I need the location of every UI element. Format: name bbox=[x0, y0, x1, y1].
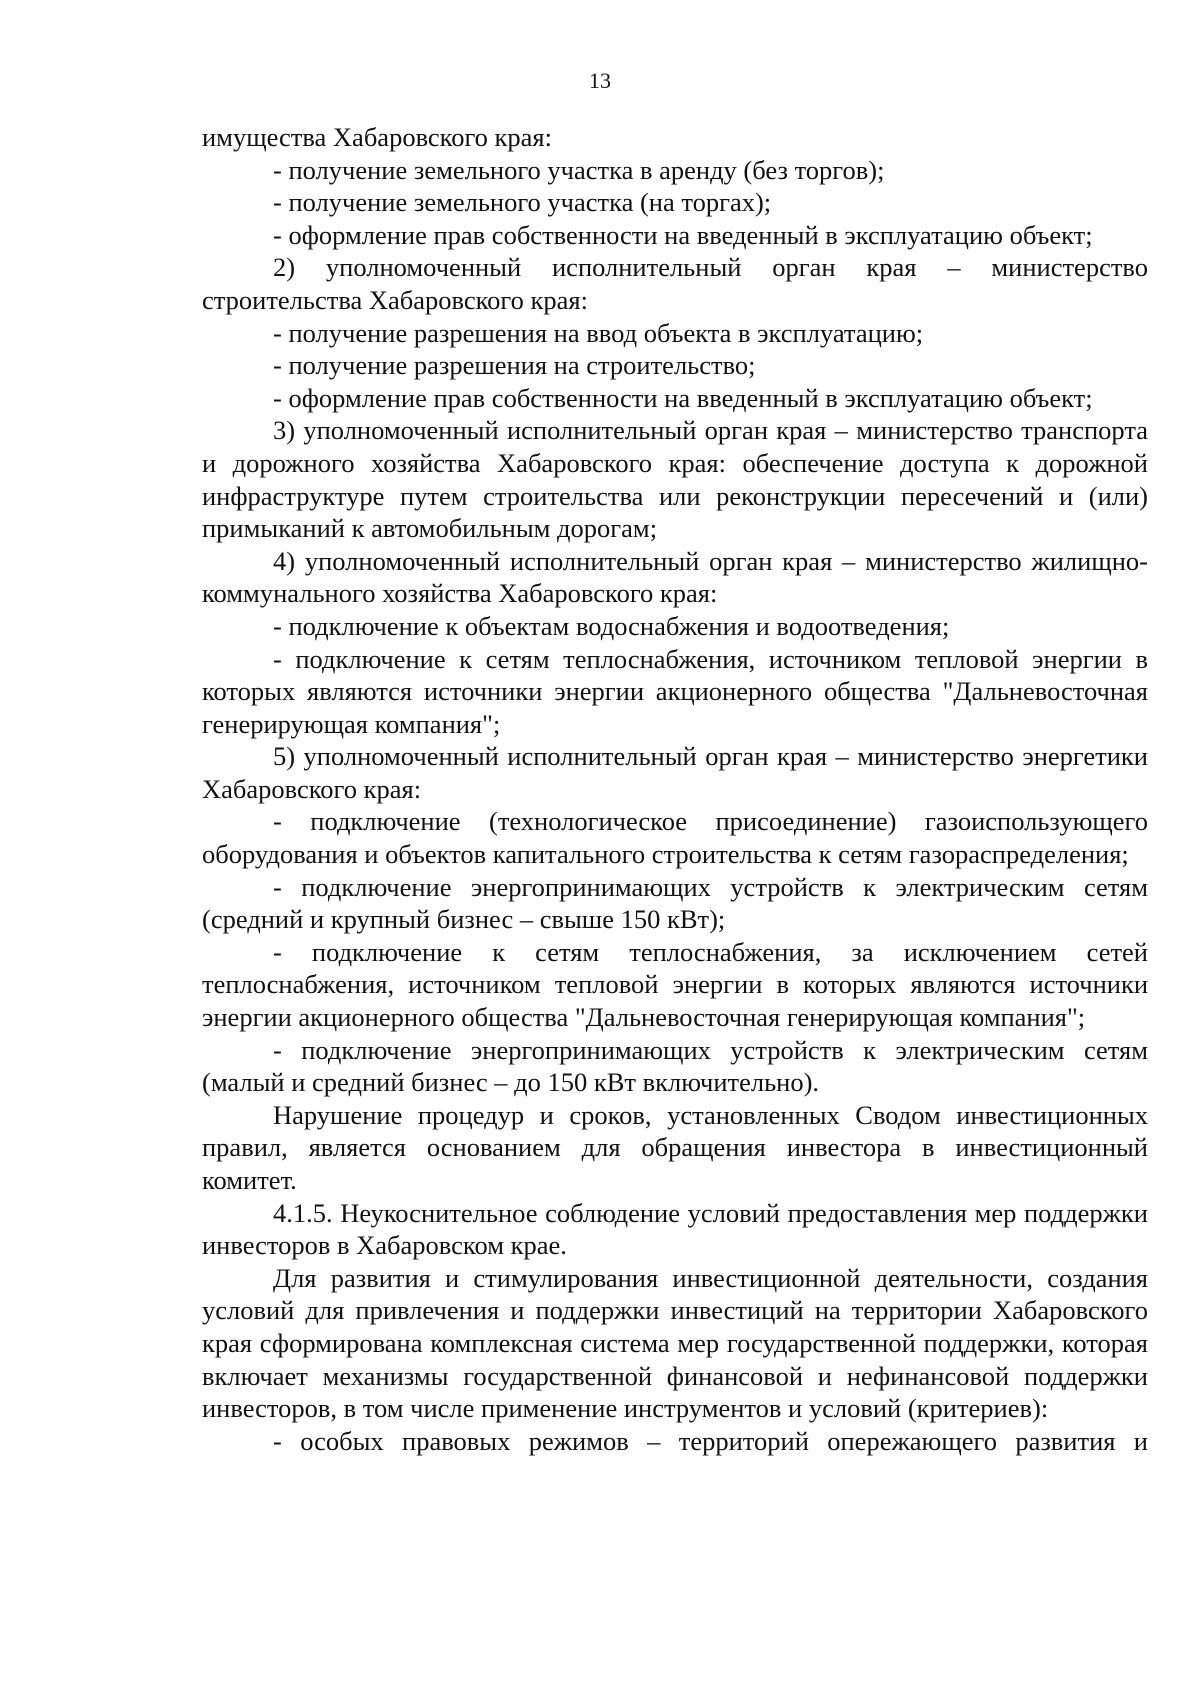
paragraph-6: - получение разрешения на ввод объекта в эксплуатацию; bbox=[273, 317, 924, 348]
paragraph-21: - особых правовых режимов – территорий опережающего развития и bbox=[273, 1425, 1148, 1456]
paragraph-9: 3) уполномоченный исполнительный орган края – министерство транспорта и дорожного хозяйства Хабаровского края: обеспечение доступа к дорожной инфраструктуре путем строительства или реконструкции пересечений и (или) примыканий к автомобильным дорогам; bbox=[202, 415, 1148, 544]
paragraph-5: 2) уполномоченный исполнительный орган края – министерство строительства Хабаровского края: bbox=[202, 252, 1148, 315]
paragraph-7: - получение разрешения на строительство; bbox=[273, 350, 756, 381]
paragraph-19: 4.1.5. Неукоснительное соблюдение условий предоставления мер поддержки инвесторов в Хабаровском крае. bbox=[202, 1197, 1148, 1261]
paragraph-17: - подключение энергопринимающих устройств к электрическим сетям (малый и средний бизнес – до 150 кВт включительно). bbox=[202, 1034, 1148, 1098]
paragraph-15: - подключение энергопринимающих устройств к электрическим сетям (средний и крупный бизнес – свыше 150 кВт); bbox=[202, 871, 1148, 935]
paragraph-18: Нарушение процедур и сроков, установленных Сводом инвестиционных правил, является основанием для обращения инвестора в инвестиционный комитет. bbox=[202, 1099, 1148, 1195]
paragraph-11: - подключение к объектам водоснабжения и водоотведения; bbox=[273, 610, 950, 641]
paragraph-12: - подключение к сетям теплоснабжения, источником тепловой энергии в которых являются источники энергии акционерного общества "Дальневосточная генерирующая компания"; bbox=[202, 643, 1148, 739]
paragraph-20: Для развития и стимулирования инвестиционной деятельности, создания условий для привлечения и поддержки инвестиций на территории Хабаровского края сформирована комплексная система мер государственной поддержки, которая включает механизмы государственной финансовой и нефинансовой поддержки инвесторов, в том числе применение инструментов и условий (критериев): bbox=[202, 1262, 1148, 1424]
paragraph-1: имущества Хабаровского края: bbox=[202, 122, 552, 152]
paragraph-8: - оформление прав собственности на введенный в эксплуатацию объект; bbox=[273, 382, 1093, 413]
paragraph-3: - получение земельного участка (на торгах); bbox=[273, 187, 772, 218]
paragraph-13: 5) уполномоченный исполнительный орган края – министерство энергетики Хабаровского края: bbox=[202, 741, 1148, 804]
paragraph-4: - оформление прав собственности на введенный в эксплуатацию объект; bbox=[273, 219, 1093, 250]
paragraph-16: - подключение к сетям теплоснабжения, за исключением сетей теплоснабжения, источником тепловой энергии в которых являются источники энергии акционерного общества "Дальневосточная генерирующая компания"; bbox=[202, 936, 1148, 1033]
paragraph-14: - подключение (технологическое присоединение) газоиспользующего оборудования и объектов капитального строительства к сетям газораспределения; bbox=[202, 806, 1148, 870]
paragraph-2: - получение земельного участка в аренду (без торгов); bbox=[273, 154, 885, 185]
document-body bbox=[202, 121, 1148, 1457]
page-number: 13 bbox=[589, 68, 611, 93]
paragraph-10: 4) уполномоченный исполнительный орган края – министерство жилищно-коммунального хозяйства Хабаровского края: bbox=[202, 545, 1148, 609]
